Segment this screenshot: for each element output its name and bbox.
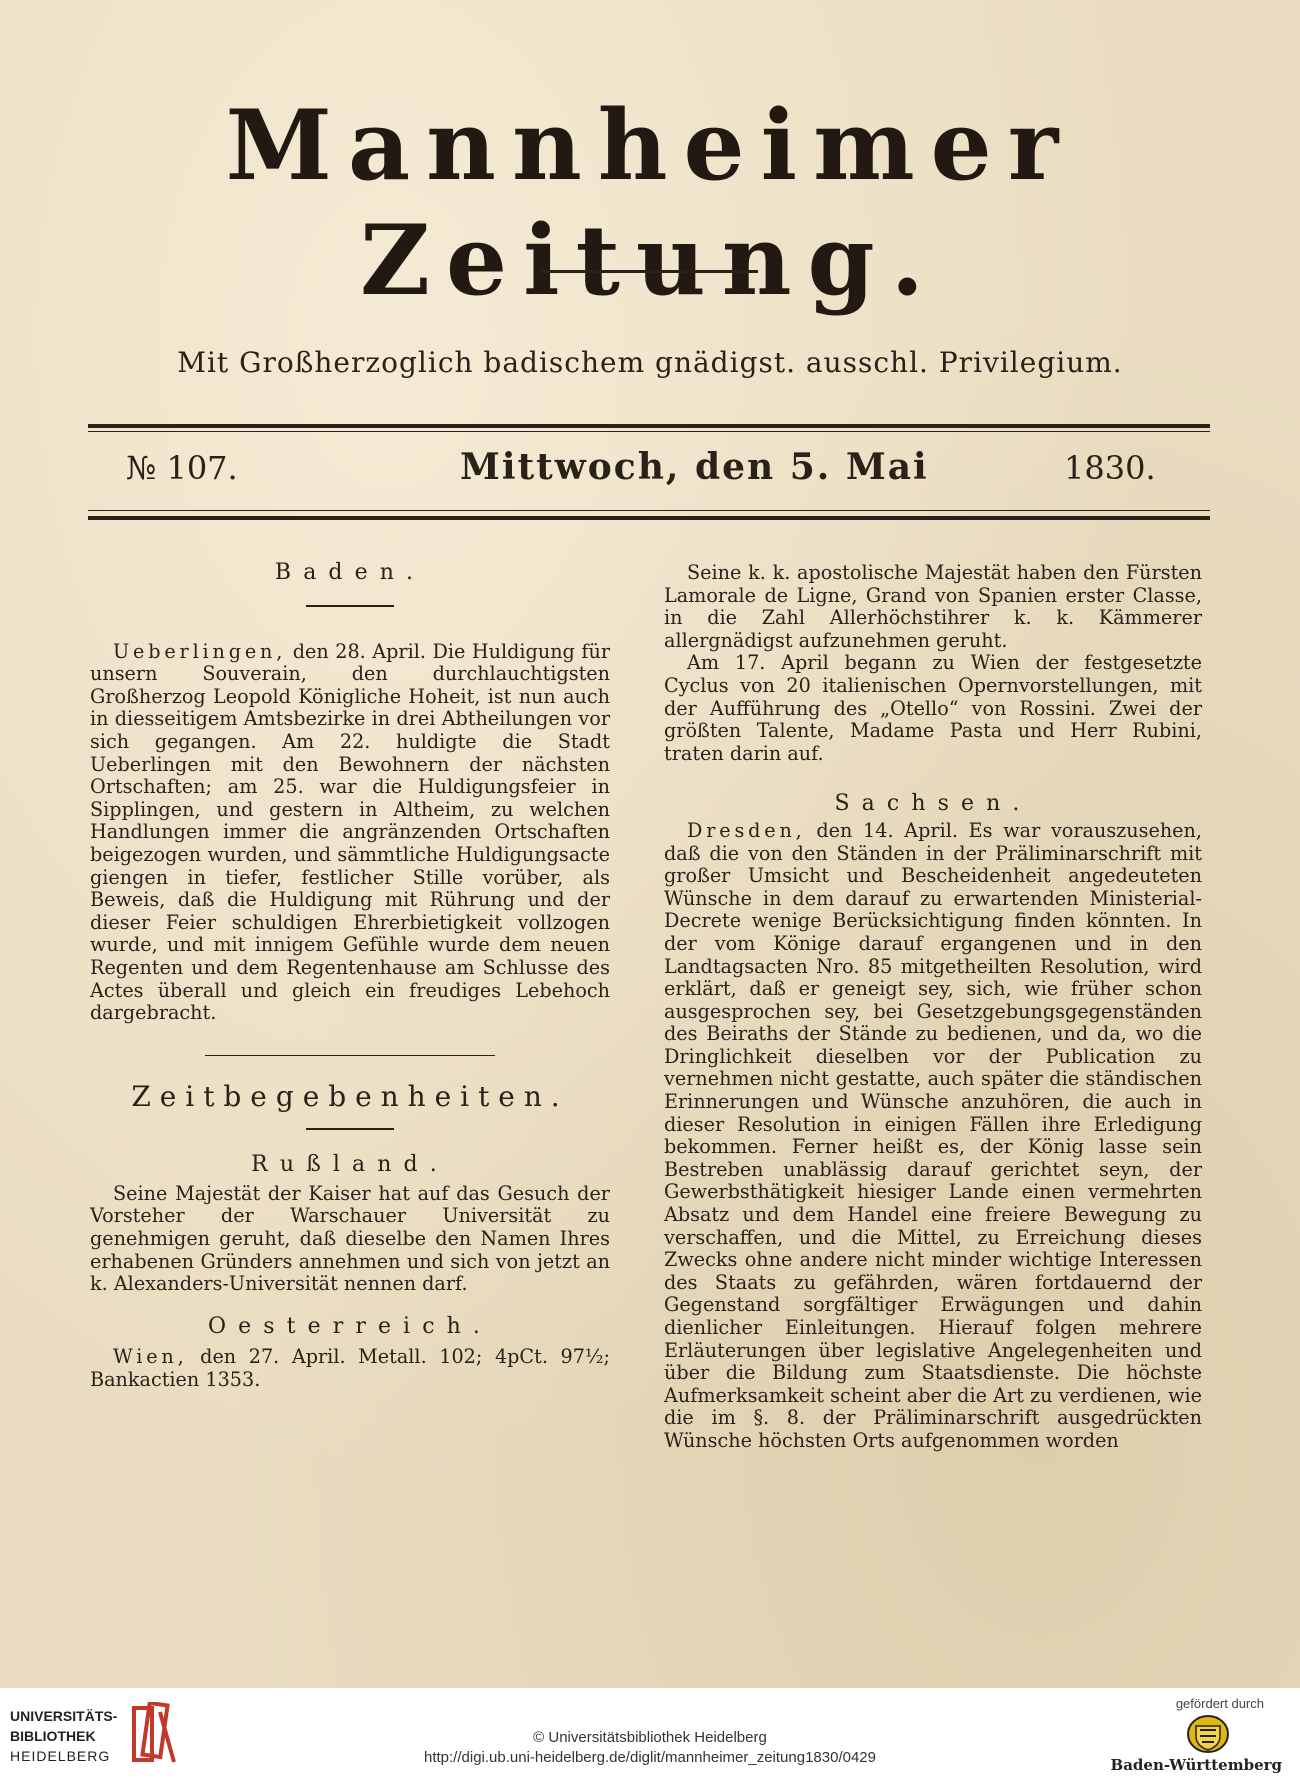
article-baden-text: den 28. April. Die Huldigung für unsern Souverain, den durchlauchtigsten Großherzog Leopold Königliche Hoheit, ist nun auch in diesseitigem Amtsbezirke in drei Abtheilungen vor sich gegangen. Am 22. huldigte die Stadt Ueberlingen mit den Bewohnern der nächsten Ortschaften; am 25. war die Huldigungsfeier in Sipplingen, und gestern in Altheim, zu welchen Handlungen immer die angränzenden Ortschaften beigezogen wurden, und sämmtliche Huldigungsacte giengen in tiefer, festlicher Stille vorüber, als Beweis, daß die Huldigung mit Rührung und der dieser Feier schuldigen Ehrerbietigkeit vollzogen wurde, und mit innigem Gefühle wurde dem neuen Regenten und dem Regentenhause am Schlusse des Actes überall und gleich ein freudiges Lebehoch dargebracht. (90, 639, 610, 1025)
article-oesterreich-text: den 27. April. Metall. 102; 4pCt. 97½; Bankactien 1353. (90, 1345, 610, 1392)
section-rule (306, 1128, 394, 1130)
masthead-rule (540, 270, 758, 273)
article-opera: Am 17. April begann zu Wien der festgesetzte Cyclus von 20 italienischen Opernvorstellungen, mit der Aufführung des „Otello“ von Rossini. Zwei der größten Talente, Madame Pasta und Herr Rubini, traten darin auf. (664, 651, 1202, 765)
article-ligne: Seine k. k. apostolische Majestät haben den Fürsten Lamorale de Ligne, Grand von Spanien erster Classe, in die Zahl Allerhöchstihrer k. k. Kämmerer allergnädigst aufzunehmen geruht. (664, 561, 1202, 652)
permalink-url[interactable]: http://digi.ub.uni-heidelberg.de/diglit/mannheimer_zeitung1830/0429 (424, 1749, 876, 1766)
baden-wuerttemberg-emblem-icon[interactable] (1186, 1714, 1230, 1754)
section-rule (306, 605, 394, 607)
heading-russland: Rußland. (251, 1152, 449, 1178)
article-oesterreich (90, 1346, 610, 1391)
dateline-wien: Wien, (113, 1345, 188, 1369)
heading-sachsen: Sachsen. (834, 791, 1032, 817)
viewer-footer (0, 1688, 1300, 1784)
library-name-line: HEIDELBERG (10, 1748, 111, 1764)
issue-date: Mittwoch, den 5. Mai (460, 446, 929, 488)
state-name: Baden-Württemberg (1110, 1756, 1282, 1774)
article-sachsen-text: den 14. April. Es war vorauszusehen, daß die von den Ständen in der Präliminarschrift mit großer Umsicht und Bescheidenheit angedeuteten Wünsche in dem darauf zu erwartenden Ministerial-Decrete wenige Berücksichtigung finden könnten. In der vom Könige darauf ergangenen und in den Landtagsacten Nro. 85 mitgetheilten Resolution, wird erklärt, daß er geneigt sey, sich, wie früher schon ausgesprochen sey, bei Gesetzgebungsgegenständen des Beiraths der Stände zu bedienen, und da, wo die Dringlichkeit dieselben vor der Publication zu vernehmen nicht gestatte, auch später die ständischen Erinnerungen und Wünsche anzuhören, die auch in dieser Resolution in einigen Fällen ihre Erledigung bekommen. Ferner heißt es, der König lasse sein Bestreben unablässig darauf gerichtet seyn, der Gewerbsthätigkeit hiesiger Lande einen vermehrten Absatz und dem Handel eine freiere Bewegung zu verschaffen, und die Mittel, zu Erreichung dieses Zwecks ohne andere nicht minder wichtige Interessen des Staats zu gefährden, wären fortdauernd der Gegenstand sorgfältiger Erwägungen und dahin dienlicher Einleitungen. Hierauf folgen mehrere Erläuterungen über legislative Angelegenheiten und über die Bildung zum Staatsdienste. Die höchste Aufmerksamkeit scheint aber die Art zu verdienen, wie die im §. 8. der Präliminarschrift ausgedrückten Wünsche höchsten Orts aufgenommen worden (664, 818, 1202, 1452)
header-rule-top-thin (88, 431, 1210, 432)
article-russland: Seine Majestät der Kaiser hat auf das Gesuch der Vorsteher der Warschauer Universität zu genehmigen geruht, daß dieselbe den Namen Ihres erhabenen Gründers annehmen und sich von jetzt an k. Alexanders-Universität nennen darf. (90, 1181, 610, 1296)
heading-zeitbegebenheiten: Zeitbegebenheiten. (131, 1079, 569, 1113)
right-column (664, 562, 1202, 1453)
heading-baden: Baden. (274, 560, 426, 585)
library-name-line: UNIVERSITÄTS- (10, 1708, 118, 1724)
dateline-ueberlingen: Ueberlingen, (113, 639, 287, 663)
privilege-line: Mit Großherzoglich badischem gnädigst. ausschl. Privilegium. (177, 346, 1123, 379)
copyright-text: © Universitätsbibliothek Heidelberg (533, 1729, 767, 1746)
heading-oesterreich: Oesterreich. (208, 1313, 492, 1339)
masthead-title: Mannheimer Zeitung. (225, 89, 1075, 318)
article-sachsen (664, 820, 1202, 1453)
dateline-dresden: Dresden, (687, 818, 806, 842)
left-column (90, 562, 610, 1392)
funded-by-label: gefördert durch (1175, 1696, 1264, 1711)
issue-year: 1830. (1064, 449, 1156, 487)
header-rule-top (88, 424, 1210, 428)
article-baden (90, 641, 610, 1025)
header-rule-bottom (88, 516, 1210, 520)
library-name-line: BIBLIOTHEK (10, 1728, 96, 1744)
issue-number: № 107. (126, 449, 238, 487)
copyright-block (0, 1728, 1300, 1768)
section-rule-long (205, 1055, 495, 1056)
header-rule-bottom-thin (88, 510, 1210, 511)
